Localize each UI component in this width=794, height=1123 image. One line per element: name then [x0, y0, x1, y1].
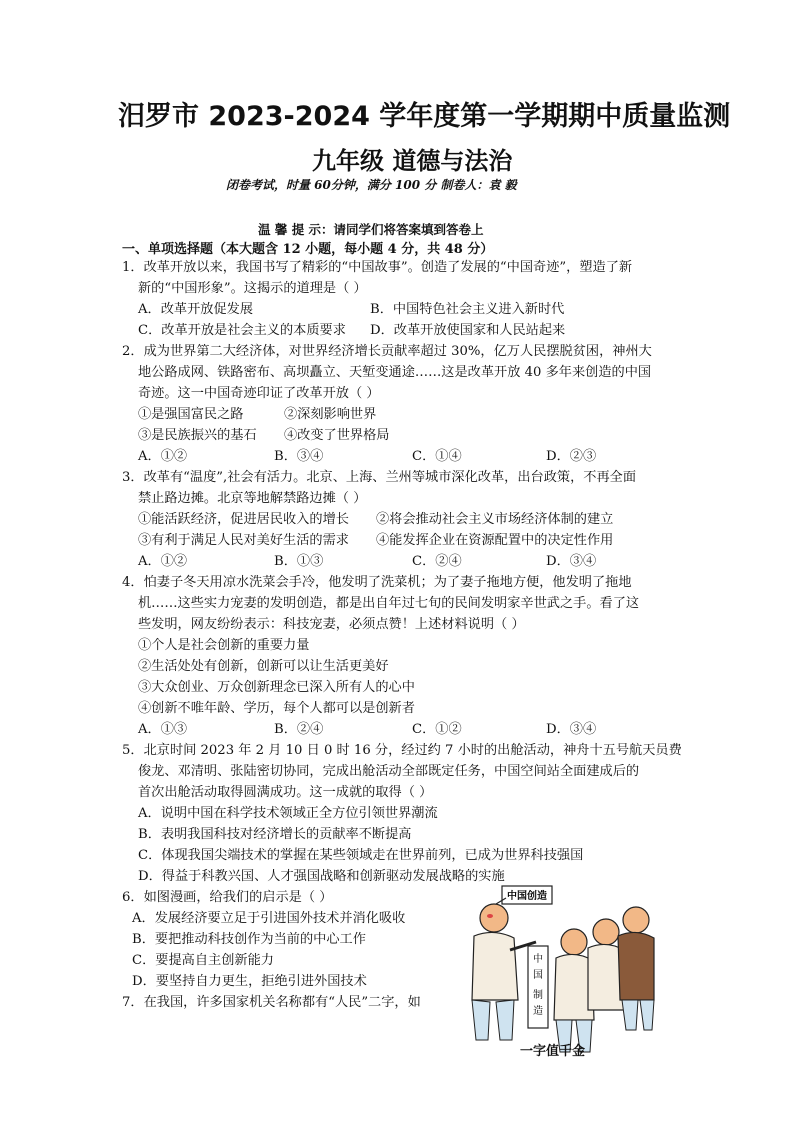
q4-option-a: A．①③ — [138, 722, 188, 737]
question-2-line-2: 地公路成网、铁路密布、高坝矗立、天堑变通途……这是改革开放 40 多年来创造的中国 — [138, 365, 652, 380]
q2-option-d: D．②③ — [546, 449, 597, 464]
q2-statement-1: ①是强国富民之路 — [138, 407, 244, 422]
question-1-line-2: 新的“中国形象”。这揭示的道理是（ ） — [138, 281, 367, 296]
cartoon-caption: 一字值千金 — [520, 1044, 586, 1059]
q4-option-b: B．②④ — [274, 722, 324, 737]
figure-right-head — [593, 919, 619, 945]
exam-title: 汨罗市 2023-2024 学年度第一学期期中质量监测 — [118, 101, 731, 132]
q1-option-d: D．改革开放使国家和人民站起来 — [370, 323, 566, 338]
q4-statement-2: ②生活处处有创新，创新可以让生活更美好 — [138, 659, 389, 674]
q4-option-d: D．③④ — [546, 722, 597, 737]
question-2-line-1: 2．成为世界第二大经济体，对世界经济增长贡献率超过 30%，亿万人民摆脱贫困，神州大 — [122, 344, 652, 359]
q6-option-b: B．要把推动科技创作为当前的中心工作 — [132, 932, 366, 947]
board-char-4: 造 — [533, 1006, 543, 1017]
q2-statement-3: ③是民族振兴的基石 — [138, 428, 257, 443]
warm-tip: 温 馨 提 示：请同学们将答案填到答卷上 — [258, 222, 484, 237]
figure-left-head — [480, 904, 508, 932]
q5-option-d: D．得益于科教兴国、人才强国战略和创新驱动发展战略的实施 — [138, 869, 505, 884]
q3-option-b: B．①③ — [274, 554, 324, 569]
q4-statement-3: ③大众创业、万众创新理念已深入所有人的心中 — [138, 680, 415, 695]
q6-option-a: A．发展经济要立足于引进国外技术并消化吸收 — [132, 911, 406, 926]
q3-statement-1: ①能活跃经济，促进居民收入的增长 — [138, 512, 349, 527]
question-3-line-2: 禁止路边摊。北京等地解禁路边摊（ ） — [138, 491, 367, 506]
q3-statement-2: ②将会推动社会主义市场经济体制的建立 — [376, 512, 614, 527]
board-char-2: 国 — [533, 970, 543, 981]
q2-option-b: B．③④ — [274, 449, 324, 464]
question-4-line-3: 些发明，网友纷纷表示：科技宠妻，必须点赞！上述材料说明（ ） — [138, 617, 525, 632]
question-5-line-1: 5．北京时间 2023 年 2 月 10 日 0 时 16 分，经过约 7 小时的出舱活动，神舟十五号航天员费 — [122, 743, 682, 758]
q1-option-a: A．改革开放促发展 — [138, 302, 254, 317]
q3-option-c: C．②④ — [412, 554, 462, 569]
q6-option-d: D．要坚持自力更生，拒绝引进外国技术 — [132, 974, 367, 989]
exam-meta: 闭卷考试，时量 60分钟，满分 100 分 制卷人：袁 毅 — [226, 178, 517, 192]
q5-option-b: B．表明我国科技对经济增长的贡献率不断提高 — [138, 827, 412, 842]
question-1-line-1: 1．改革开放以来，我国书写了精彩的“中国故事”。创造了发展的“中国奇迹”，塑造了新 — [122, 260, 633, 275]
question-5-line-2: 俊龙、邓清明、张陆密切协同，完成出舱活动全部既定任务，中国空间站全面建成后的 — [138, 764, 640, 779]
sign-text: 中国创造 — [507, 891, 547, 902]
question-6-line-1: 6．如图漫画，给我们的启示是（ ） — [122, 890, 333, 905]
question-7-line-1: 7．在我国，许多国家机关名称都有“人民”二字，如 — [122, 995, 421, 1010]
figure-left-body — [472, 932, 518, 1000]
board-char-1: 中 — [533, 954, 543, 965]
q4-statement-4: ④创新不唯年龄、学历，每个人都可以是创新者 — [138, 701, 415, 716]
q2-statement-2: ②深刻影响世界 — [284, 407, 377, 422]
q2-option-c: C．①④ — [412, 449, 462, 464]
question-4-line-1: 4．怕妻子冬天用凉水洗菜会手冷，他发明了洗菜机；为了妻子拖地方便，他发明了拖地 — [122, 575, 632, 590]
section-heading: 一、单项选择题（本大题含 12 小题，每小题 4 分，共 48 分） — [122, 242, 494, 257]
q1-option-c: C．改革开放是社会主义的本质要求 — [138, 323, 346, 338]
q2-statement-4: ④改变了世界格局 — [284, 428, 390, 443]
q4-option-c: C．①② — [412, 722, 462, 737]
q3-statement-3: ③有利于满足人民对美好生活的需求 — [138, 533, 349, 548]
board-char-3: 制 — [533, 990, 543, 1001]
question-3-line-1: 3．改革有“温度”,社会有活力。北京、上海、兰州等城市深化改革，出台政策，不再全面 — [122, 470, 636, 485]
question-5-line-3: 首次出舱活动取得圆满成功。这一成就的取得（ ） — [138, 785, 433, 800]
q5-option-a: A．说明中国在科学技术领域正全方位引领世界潮流 — [138, 806, 438, 821]
question-4-line-2: 机……这些实力宠妻的发明创造，都是出自年过七旬的民间发明家辛世武之手。看了这 — [138, 596, 640, 611]
q2-option-a: A．①② — [138, 449, 188, 464]
q3-option-a: A．①② — [138, 554, 188, 569]
figure-far-right-head — [623, 907, 649, 933]
q3-statement-4: ④能发挥企业在资源配置中的决定性作用 — [376, 533, 614, 548]
exam-subtitle: 九年级 道德与法治 — [312, 147, 513, 175]
q5-option-c: C．体现我国尖端技术的掌握在某些领域走在世界前列，已成为世界科技强国 — [138, 848, 584, 863]
q3-option-d: D．③④ — [546, 554, 597, 569]
q4-statement-1: ①个人是社会创新的重要力量 — [138, 638, 310, 653]
figure-far-right-body — [618, 932, 654, 1000]
figure-middle-head — [561, 929, 587, 955]
cartoon-illustration — [466, 880, 656, 1060]
q1-option-b: B．中国特色社会主义进入新时代 — [370, 302, 565, 317]
question-2-line-3: 奇迹。这一中国奇迹印证了改革开放（ ） — [138, 386, 380, 401]
q6-option-c: C．要提高自主创新能力 — [132, 953, 274, 968]
